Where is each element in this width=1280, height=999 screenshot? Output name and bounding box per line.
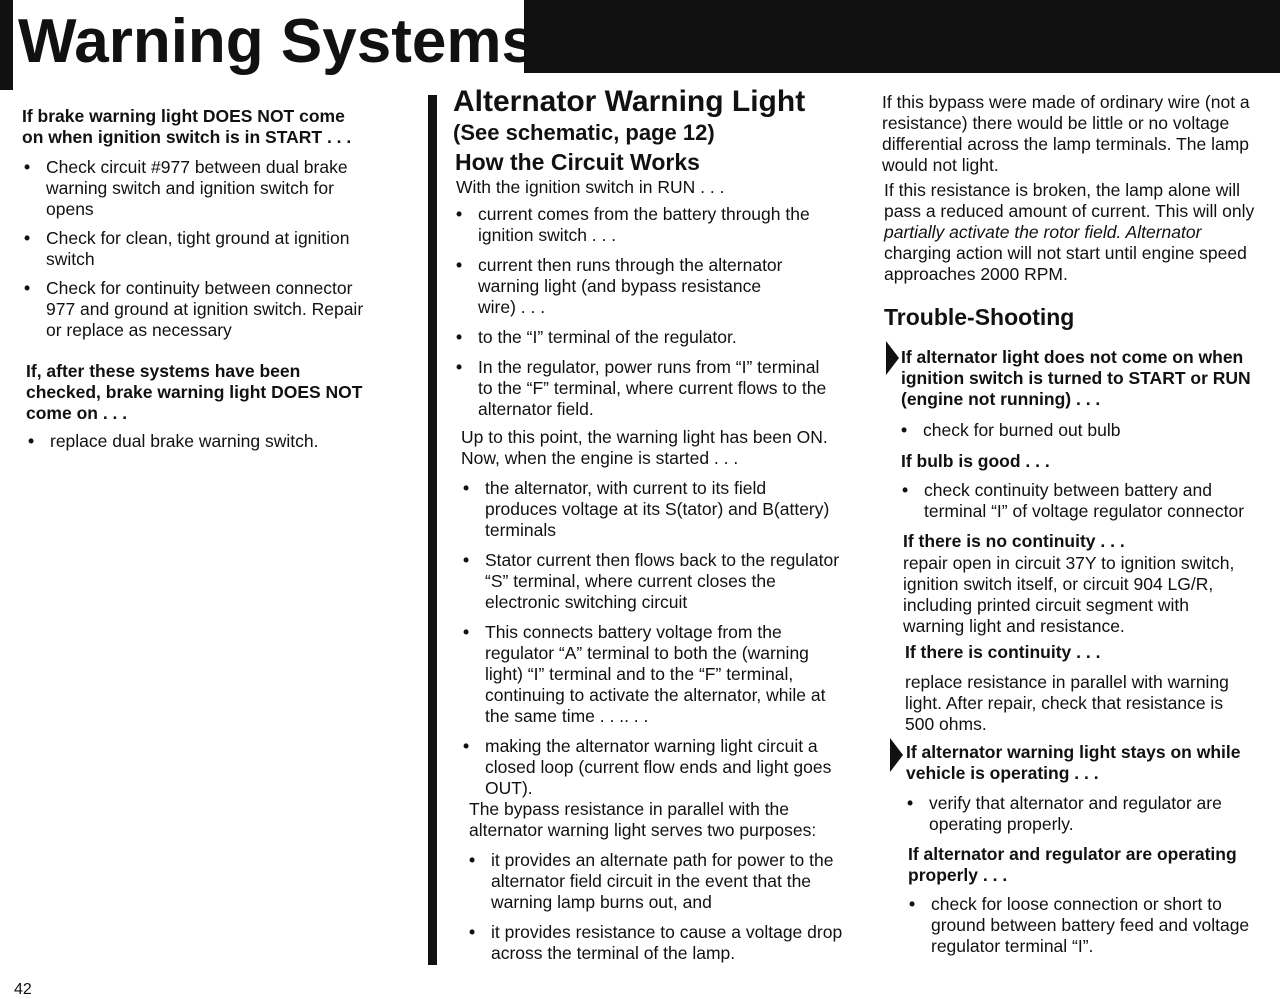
line: Now, when the engine is started . . . <box>461 448 739 468</box>
operating-properly-bullets <box>909 894 1280 957</box>
left-heading-2 <box>26 361 426 424</box>
right-para-1 <box>882 92 1274 176</box>
line: If alternator warning light stays on while <box>906 742 1241 762</box>
list-item <box>456 255 876 318</box>
bullet-icon: • <box>456 327 463 347</box>
line: Check for clean, tight ground at ignition <box>46 228 350 248</box>
bullet-icon: • <box>907 793 914 813</box>
line: light. After repair, check that resistance is <box>905 693 1224 713</box>
line: the alternator, with current to its field <box>485 478 767 498</box>
list-item <box>463 736 883 799</box>
case2-bullets <box>907 793 1280 835</box>
line: regulator terminal “I”. <box>931 936 1094 956</box>
bulb-good-heading: If bulb is good . . . <box>901 451 1050 471</box>
line: ignition switch is turned to START or RUN <box>901 368 1251 388</box>
line: terminal “I” of voltage regulator connector <box>924 501 1245 521</box>
right-para-2 <box>884 180 1276 285</box>
arrow-marker-icon <box>890 738 903 772</box>
continuity-heading: If there is continuity . . . <box>905 642 1101 662</box>
line: warning switch and ignition switch for <box>46 178 334 198</box>
bullet-icon: • <box>463 478 470 498</box>
line: 977 and ground at ignition switch. Repair <box>46 299 364 319</box>
left-heading-1 <box>22 106 422 148</box>
line: making the alternator warning light circuit a <box>485 736 818 756</box>
line: ground between battery feed and voltage <box>931 915 1250 935</box>
bullet-icon: • <box>909 894 916 914</box>
middle-para-2 <box>469 799 889 841</box>
line: produces voltage at its S(tator) and B(attery) <box>485 499 830 519</box>
line: vehicle is operating . . . <box>906 763 1099 783</box>
bullet-icon: • <box>24 278 31 298</box>
line: current comes from the battery through the <box>478 204 810 224</box>
line: electronic switching circuit <box>485 592 688 612</box>
list-item <box>456 327 876 348</box>
line: partially activate the rotor field. Alternator <box>884 222 1202 242</box>
title-black-band <box>524 0 1280 73</box>
middle-bullets-3 <box>469 850 889 964</box>
line: would not light. <box>882 155 999 175</box>
list-item <box>463 622 883 727</box>
line: properly . . . <box>908 865 1008 885</box>
section-head: How the Circuit Works <box>455 149 700 175</box>
section-subtitle: (See schematic, page 12) <box>453 120 715 145</box>
line: If this resistance is broken, the lamp alone will <box>884 180 1240 200</box>
list-item <box>24 278 424 341</box>
list-item <box>463 550 883 613</box>
list-item <box>901 420 1279 441</box>
line: including printed circuit segment with <box>903 595 1189 615</box>
left-heading-2-line: checked, brake warning light DOES NOT <box>26 382 363 402</box>
bullet-icon: • <box>902 480 909 500</box>
bullet-icon: • <box>456 357 463 377</box>
line: In the regulator, power runs from “I” terminal <box>478 357 820 377</box>
list-item <box>456 357 876 420</box>
arrow-marker-icon <box>886 341 899 375</box>
middle-bullets-1 <box>456 204 876 420</box>
line: Up to this point, the warning light has been ON. <box>461 427 828 447</box>
list-item <box>469 850 889 913</box>
list-item <box>463 478 883 541</box>
line: warning light and resistance. <box>903 616 1125 636</box>
line: Check for continuity between connector <box>46 278 353 298</box>
line: ignition switch itself, or circuit 904 LG/R, <box>903 574 1214 594</box>
line: continuing to activate the alternator, while at <box>485 685 826 705</box>
line: switch <box>46 249 95 269</box>
left-bullets-2 <box>28 431 428 452</box>
line: to the “F” terminal, where current flows to the <box>478 378 827 398</box>
left-bullets-1 <box>24 157 424 341</box>
line: the same time . . .. . . <box>485 706 649 726</box>
line: The bypass resistance in parallel with the <box>469 799 790 819</box>
bullet-icon: • <box>456 204 463 224</box>
case1-heading <box>901 347 1279 410</box>
trouble-shooting-heading: Trouble-Shooting <box>884 304 1075 330</box>
line: If alternator light does not come on when <box>901 347 1244 367</box>
operating-properly-heading <box>908 844 1280 886</box>
list-item <box>909 894 1280 957</box>
left-heading-1-line: on when ignition switch is in START . . . <box>22 127 352 147</box>
bulb-good-bullets <box>902 480 1280 522</box>
line: 500 ohms. <box>905 714 987 734</box>
line: current then runs through the alternator <box>478 255 783 275</box>
continuity-text <box>905 672 1280 735</box>
line: alternator field circuit in the event that the <box>491 871 812 891</box>
left-heading-2-line: come on . . . <box>26 403 128 423</box>
line: closed loop (current flow ends and light goes <box>485 757 832 777</box>
line: ignition switch . . . <box>478 225 617 245</box>
list-item <box>24 157 424 220</box>
bullet-icon: • <box>456 255 463 275</box>
case1-bullets <box>901 420 1279 441</box>
line: charging action will not start until engine speed <box>884 243 1247 263</box>
left-heading-2-line: If, after these systems have been <box>26 361 301 381</box>
line: If alternator and regulator are operating <box>908 844 1237 864</box>
no-continuity-text <box>903 553 1280 637</box>
line: wire) . . . <box>478 297 546 317</box>
line: to the “I” terminal of the regulator. <box>478 327 737 347</box>
line: terminals <box>485 520 556 540</box>
line: light) “I” terminal and to the “F” terminal, <box>485 664 794 684</box>
line: it provides resistance to cause a voltage drop <box>491 922 843 942</box>
line: across the terminal of the lamp. <box>491 943 736 963</box>
left-heading-1-line: If brake warning light DOES NOT come <box>22 106 345 126</box>
line: Check circuit #977 between dual brake <box>46 157 348 177</box>
line: verify that alternator and regulator are <box>929 793 1222 813</box>
line: repair open in circuit 37Y to ignition switch, <box>903 553 1235 573</box>
bullet-icon: • <box>24 157 31 177</box>
line: check continuity between battery and <box>924 480 1212 500</box>
bullet-icon: • <box>463 550 470 570</box>
line: regulator “A” terminal to both the (warning <box>485 643 809 663</box>
list-item <box>902 480 1280 522</box>
line: Stator current then flows back to the regulator <box>485 550 840 570</box>
middle-bullets-2 <box>463 478 883 799</box>
bullet-icon: • <box>463 736 470 756</box>
case2-heading <box>906 742 1280 784</box>
middle-intro: With the ignition switch in RUN . . . <box>456 177 725 197</box>
line: If this bypass were made of ordinary wire (not a <box>882 92 1250 112</box>
line: differential across the lamp terminals. The lamp <box>882 134 1250 154</box>
bullet-icon: • <box>469 922 476 942</box>
line: approaches 2000 RPM. <box>884 264 1068 284</box>
line: OUT). <box>485 778 533 798</box>
bullet-icon: • <box>901 420 908 440</box>
middle-para-1 <box>461 427 881 469</box>
line: alternator field. <box>478 399 594 419</box>
page-number: 42 <box>14 981 32 998</box>
line: This connects battery voltage from the <box>485 622 782 642</box>
line: pass a reduced amount of current. This will only <box>884 201 1255 221</box>
line: warning light (and bypass resistance <box>478 276 762 296</box>
bullet-icon: • <box>28 431 35 451</box>
section-title: Alternator Warning Light <box>453 85 806 118</box>
list-item <box>24 228 424 270</box>
line: (engine not running) . . . <box>901 389 1101 409</box>
line: it provides an alternate path for power to the <box>491 850 834 870</box>
list-item <box>456 204 876 246</box>
line: “S” terminal, where current closes the <box>485 571 776 591</box>
line: replace resistance in parallel with warning <box>905 672 1229 692</box>
line: alternator warning light serves two purposes: <box>469 820 817 840</box>
line: check for burned out bulb <box>923 420 1121 440</box>
list-item <box>907 793 1280 835</box>
line: or replace as necessary <box>46 320 232 340</box>
bullet-icon: • <box>469 850 476 870</box>
page-title: Warning Systems <box>18 7 536 76</box>
bullet-icon: • <box>463 622 470 642</box>
list-item <box>469 922 889 964</box>
line: check for loose connection or short to <box>931 894 1222 914</box>
no-continuity-heading: If there is no continuity . . . <box>903 531 1125 551</box>
line: replace dual brake warning switch. <box>50 431 319 451</box>
column-divider-bar <box>428 95 437 965</box>
line: opens <box>46 199 94 219</box>
bullet-icon: • <box>24 228 31 248</box>
list-item <box>28 431 428 452</box>
title-left-bar <box>0 0 13 90</box>
line: operating properly. <box>929 814 1074 834</box>
line: warning lamp burns out, and <box>491 892 712 912</box>
line: resistance) there would be little or no voltage <box>882 113 1230 133</box>
